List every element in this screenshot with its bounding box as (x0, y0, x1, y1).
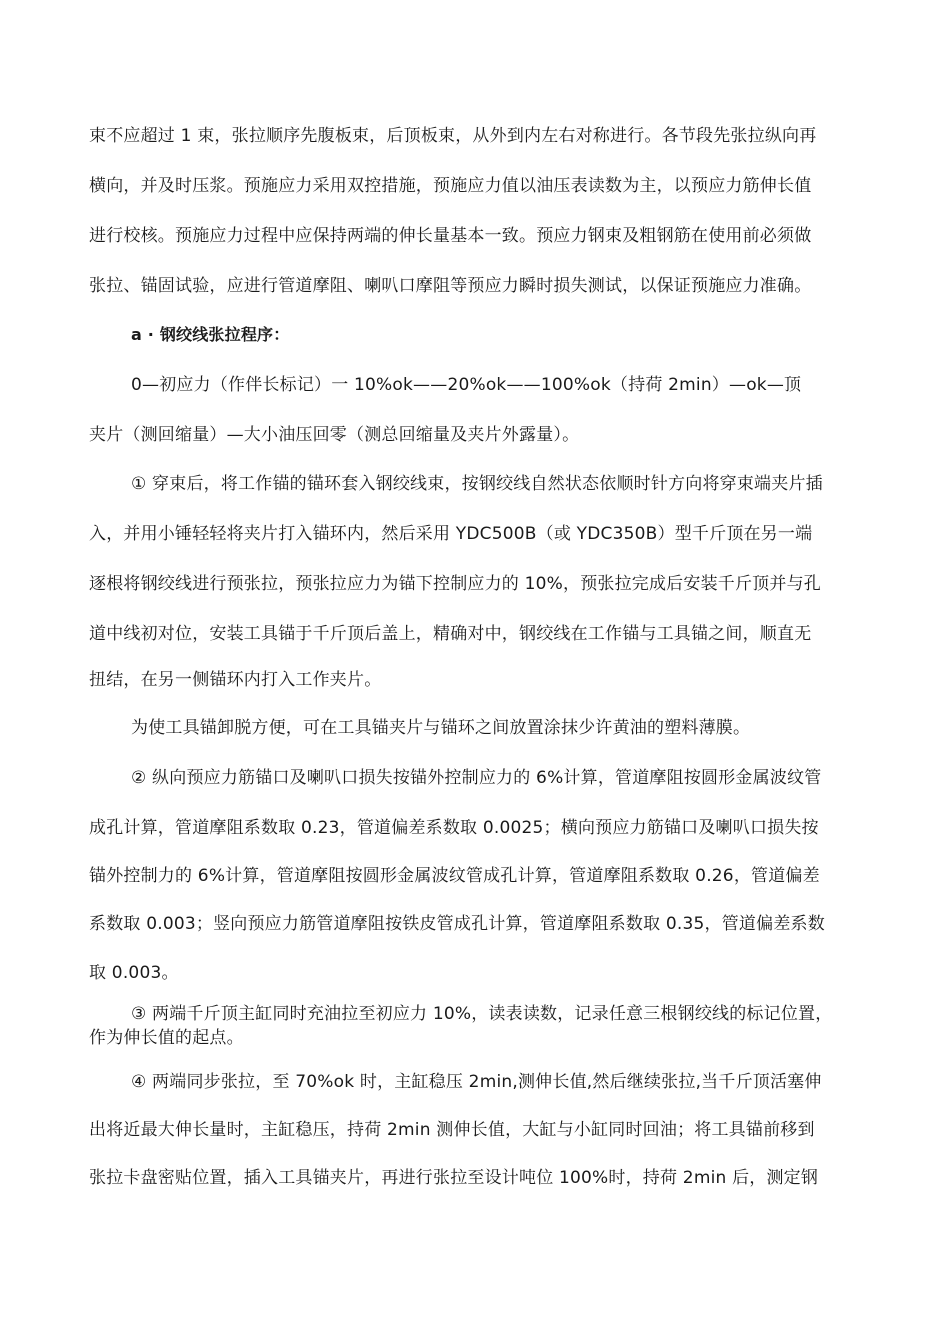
paragraph-1-line-1: 束不应超过 1 束，张拉顺序先腹板束，后顶板束，从外到内左右对称进行。各节段先张拉纵向再 (89, 126, 817, 146)
item-3-line-1: ③ 两端千斤顶主缸同时充油拉至初应力 10%，读表读数，记录任意三根钢绞线的标记位置， (131, 1004, 833, 1024)
item-1-line-5: 扭结，在另一侧锚环内打入工作夹片。 (89, 670, 382, 690)
item-2-line-1: ② 纵向预应力筋锚口及喇叭口损失按锚外控制应力的 6%计算，管道摩阻按圆形金属波纹管 (131, 768, 822, 788)
item-1-line-3: 逐根将钢绞线进行预张拉，预张拉应力为锚下控制应力的 10%，预张拉完成后安装千斤顶并与孔 (89, 574, 821, 594)
item-4-line-3: 张拉卡盘密贴位置，插入工具锚夹片，再进行张拉至设计吨位 100%时，持荷 2min 后，测定钢 (89, 1168, 819, 1188)
item-1-line-2: 入，并用小锤轻轻将夹片打入锚环内，然后采用 YDC500B（或 YDC350B）型千斤顶在另一端 (89, 524, 813, 544)
procedure-line-2: 夹片（测回缩量）—大小油压回零（测总回缩量及夹片外露量）。 (89, 425, 580, 445)
item-1-line-1: ① 穿束后，将工作锚的锚环套入钢绞线束，按钢绞线自然状态依顺时针方向将穿束端夹片插 (131, 474, 823, 494)
item-2-line-5: 取 0.003。 (89, 963, 179, 983)
item-4-line-1: ④ 两端同步张拉，至 70%ok 时，主缸稳压 2min,测伸长值,然后继续张拉,当千斤顶活塞伸 (131, 1072, 822, 1092)
item-4-line-2: 出将近最大伸长量时，主缸稳压，持荷 2min 测伸长值，大缸与小缸同时回油；将工具锚前移到 (89, 1120, 815, 1140)
item-1-line-4: 道中线初对位，安装工具锚于千斤顶后盖上，精确对中，钢绞线在工作锚与工具锚之间，顺直无 (89, 624, 812, 644)
item-3-line-2: 作为伸长值的起点。 (89, 1028, 244, 1048)
item-2-line-4: 系数取 0.003；竖向预应力筋管道摩阻按铁皮管成孔计算，管道摩阻系数取 0.35，管道偏差系数 (89, 914, 825, 934)
paragraph-1-line-3: 进行校核。预施应力过程中应保持两端的伸长量基本一致。预应力钢束及粗钢筋在使用前必须做 (89, 226, 812, 246)
paragraph-1-line-2: 横向，并及时压浆。预施应力采用双控措施，预施应力值以油压表读数为主，以预应力筋伸长值 (89, 176, 812, 196)
item-2-line-2: 成孔计算，管道摩阻系数取 0.23，管道偏差系数取 0.0025；横向预应力筋锚口及喇叭口损失按 (89, 818, 819, 838)
item-2-line-3: 锚外控制力的 6%计算，管道摩阻按圆形金属波纹管成孔计算，管道摩阻系数取 0.26，管道偏差 (89, 866, 820, 886)
section-heading-a: a · 钢绞线张拉程序： (131, 325, 290, 344)
note-line-1: 为使工具锚卸脱方便，可在工具锚夹片与锚环之间放置涂抹少许黄油的塑料薄膜。 (131, 718, 751, 738)
paragraph-1-line-4: 张拉、锚固试验，应进行管道摩阻、喇叭口摩阻等预应力瞬时损失测试，以保证预施应力准确。 (89, 276, 812, 296)
procedure-line-1: 0—初应力（作伴长标记）一 10%ok——20%ok——100%ok（持荷 2min）—ok—顶 (131, 375, 802, 395)
